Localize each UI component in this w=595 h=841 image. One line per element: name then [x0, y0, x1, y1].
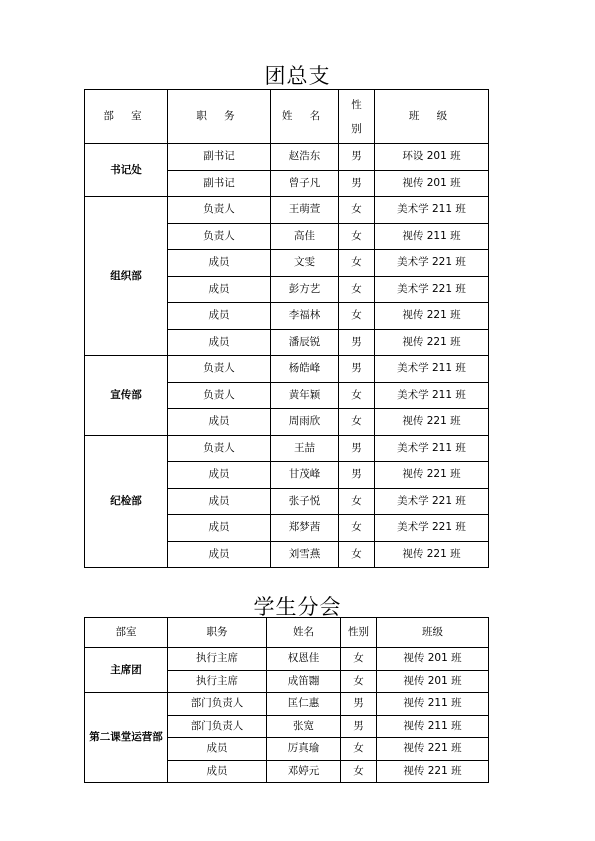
name-cell: 张子悦	[271, 488, 339, 515]
dept-cell: 宣传部	[85, 356, 168, 436]
header-role: 职务	[168, 618, 267, 648]
role-cell: 成员	[168, 276, 271, 303]
role-cell: 副书记	[168, 170, 271, 197]
sex-cell: 女	[339, 409, 375, 436]
sex-cell: 女	[339, 382, 375, 409]
sex-cell: 男	[341, 715, 377, 738]
name-cell: 黄年颖	[271, 382, 339, 409]
header-sex: 性别	[341, 618, 377, 648]
table-row	[85, 356, 489, 383]
sex-cell: 男	[339, 435, 375, 462]
sex-cell: 男	[339, 329, 375, 356]
class-cell: 视传 201 班	[377, 670, 489, 693]
header-class: 班级	[377, 618, 489, 648]
role-cell: 负责人	[168, 223, 271, 250]
class-cell: 视传 221 班	[375, 409, 489, 436]
name-cell: 李福林	[271, 303, 339, 330]
role-cell: 负责人	[168, 435, 271, 462]
class-cell: 美术学 211 班	[375, 435, 489, 462]
header-sex-bottom: 别	[351, 122, 362, 135]
sex-cell: 男	[341, 693, 377, 716]
sex-cell: 男	[339, 144, 375, 171]
class-cell: 视传 221 班	[375, 462, 489, 489]
table-header-row	[85, 90, 489, 144]
class-cell: 美术学 211 班	[375, 382, 489, 409]
role-cell: 执行主席	[168, 648, 267, 671]
table-header-row	[85, 618, 489, 648]
role-cell: 成员	[168, 760, 267, 783]
name-cell: 刘雪燕	[271, 541, 339, 568]
sex-cell: 女	[339, 515, 375, 542]
dept-cell: 主席团	[85, 648, 168, 693]
name-cell: 文雯	[271, 250, 339, 277]
role-cell: 负责人	[168, 382, 271, 409]
tuanzongzhi-roster-table	[84, 89, 489, 568]
class-cell: 视传 221 班	[377, 760, 489, 783]
role-cell: 部门负责人	[168, 693, 267, 716]
sex-cell: 男	[339, 356, 375, 383]
table-row	[85, 693, 489, 716]
role-cell: 成员	[168, 303, 271, 330]
role-cell: 成员	[168, 250, 271, 277]
sex-cell: 女	[341, 670, 377, 693]
header-name: 姓名	[267, 618, 341, 648]
class-cell: 视传 221 班	[377, 738, 489, 761]
name-cell: 张宽	[267, 715, 341, 738]
class-cell: 美术学 221 班	[375, 250, 489, 277]
sex-cell: 男	[339, 462, 375, 489]
header-dept: 部 室	[85, 90, 168, 144]
table-row	[85, 197, 489, 224]
name-cell: 周雨欣	[271, 409, 339, 436]
sex-cell: 女	[339, 276, 375, 303]
dept-cell: 纪检部	[85, 435, 168, 568]
sex-cell: 女	[341, 648, 377, 671]
class-cell: 视传 211 班	[377, 715, 489, 738]
sex-cell: 女	[339, 303, 375, 330]
class-cell: 视传 221 班	[375, 541, 489, 568]
role-cell: 部门负责人	[168, 715, 267, 738]
sex-cell: 女	[339, 223, 375, 250]
sex-cell: 女	[341, 738, 377, 761]
name-cell: 权恩佳	[267, 648, 341, 671]
sex-cell: 女	[341, 760, 377, 783]
class-cell: 美术学 221 班	[375, 488, 489, 515]
header-class: 班 级	[375, 90, 489, 144]
class-cell: 美术学 221 班	[375, 276, 489, 303]
class-cell: 视传 221 班	[375, 303, 489, 330]
role-cell: 成员	[168, 409, 271, 436]
name-cell: 曾子凡	[271, 170, 339, 197]
name-cell: 厉真瑜	[267, 738, 341, 761]
class-cell: 美术学 211 班	[375, 356, 489, 383]
class-cell: 美术学 221 班	[375, 515, 489, 542]
name-cell: 杨皓峰	[271, 356, 339, 383]
table-row	[85, 144, 489, 171]
xueshengfenhui-roster-table	[84, 617, 489, 783]
header-sex-top: 性	[351, 98, 362, 111]
class-cell: 视传 201 班	[375, 170, 489, 197]
class-cell: 视传 201 班	[377, 648, 489, 671]
section-title-tuanzongzhi: 团总支	[264, 64, 331, 88]
role-cell: 成员	[168, 488, 271, 515]
role-cell: 成员	[168, 515, 271, 542]
name-cell: 邓婷元	[267, 760, 341, 783]
name-cell: 成笛翾	[267, 670, 341, 693]
table-row	[85, 648, 489, 671]
class-cell: 美术学 211 班	[375, 197, 489, 224]
table-row	[85, 435, 489, 462]
dept-cell: 书记处	[85, 144, 168, 197]
class-cell: 视传 221 班	[375, 329, 489, 356]
dept-cell: 第二课堂运营部	[85, 693, 168, 783]
header-role: 职 务	[168, 90, 271, 144]
dept-cell: 组织部	[85, 197, 168, 356]
name-cell: 匡仁惠	[267, 693, 341, 716]
name-cell: 潘辰锐	[271, 329, 339, 356]
name-cell: 郑梦茜	[271, 515, 339, 542]
name-cell: 彭方艺	[271, 276, 339, 303]
class-cell: 环设 201 班	[375, 144, 489, 171]
sex-cell: 女	[339, 250, 375, 277]
name-cell: 王喆	[271, 435, 339, 462]
role-cell: 副书记	[168, 144, 271, 171]
sex-cell: 男	[339, 170, 375, 197]
class-cell: 视传 211 班	[377, 693, 489, 716]
name-cell: 王萌萱	[271, 197, 339, 224]
sex-cell: 女	[339, 197, 375, 224]
class-cell: 视传 211 班	[375, 223, 489, 250]
role-cell: 成员	[168, 541, 271, 568]
role-cell: 负责人	[168, 197, 271, 224]
role-cell: 执行主席	[168, 670, 267, 693]
header-sex	[339, 90, 375, 144]
role-cell: 成员	[168, 462, 271, 489]
name-cell: 甘茂峰	[271, 462, 339, 489]
sex-cell: 女	[339, 488, 375, 515]
name-cell: 高佳	[271, 223, 339, 250]
sex-cell: 女	[339, 541, 375, 568]
section-title-xueshengfenhui: 学生分会	[253, 595, 342, 619]
header-dept: 部室	[85, 618, 168, 648]
role-cell: 成员	[168, 738, 267, 761]
name-cell: 赵浩东	[271, 144, 339, 171]
role-cell: 成员	[168, 329, 271, 356]
role-cell: 负责人	[168, 356, 271, 383]
header-name: 姓 名	[271, 90, 339, 144]
